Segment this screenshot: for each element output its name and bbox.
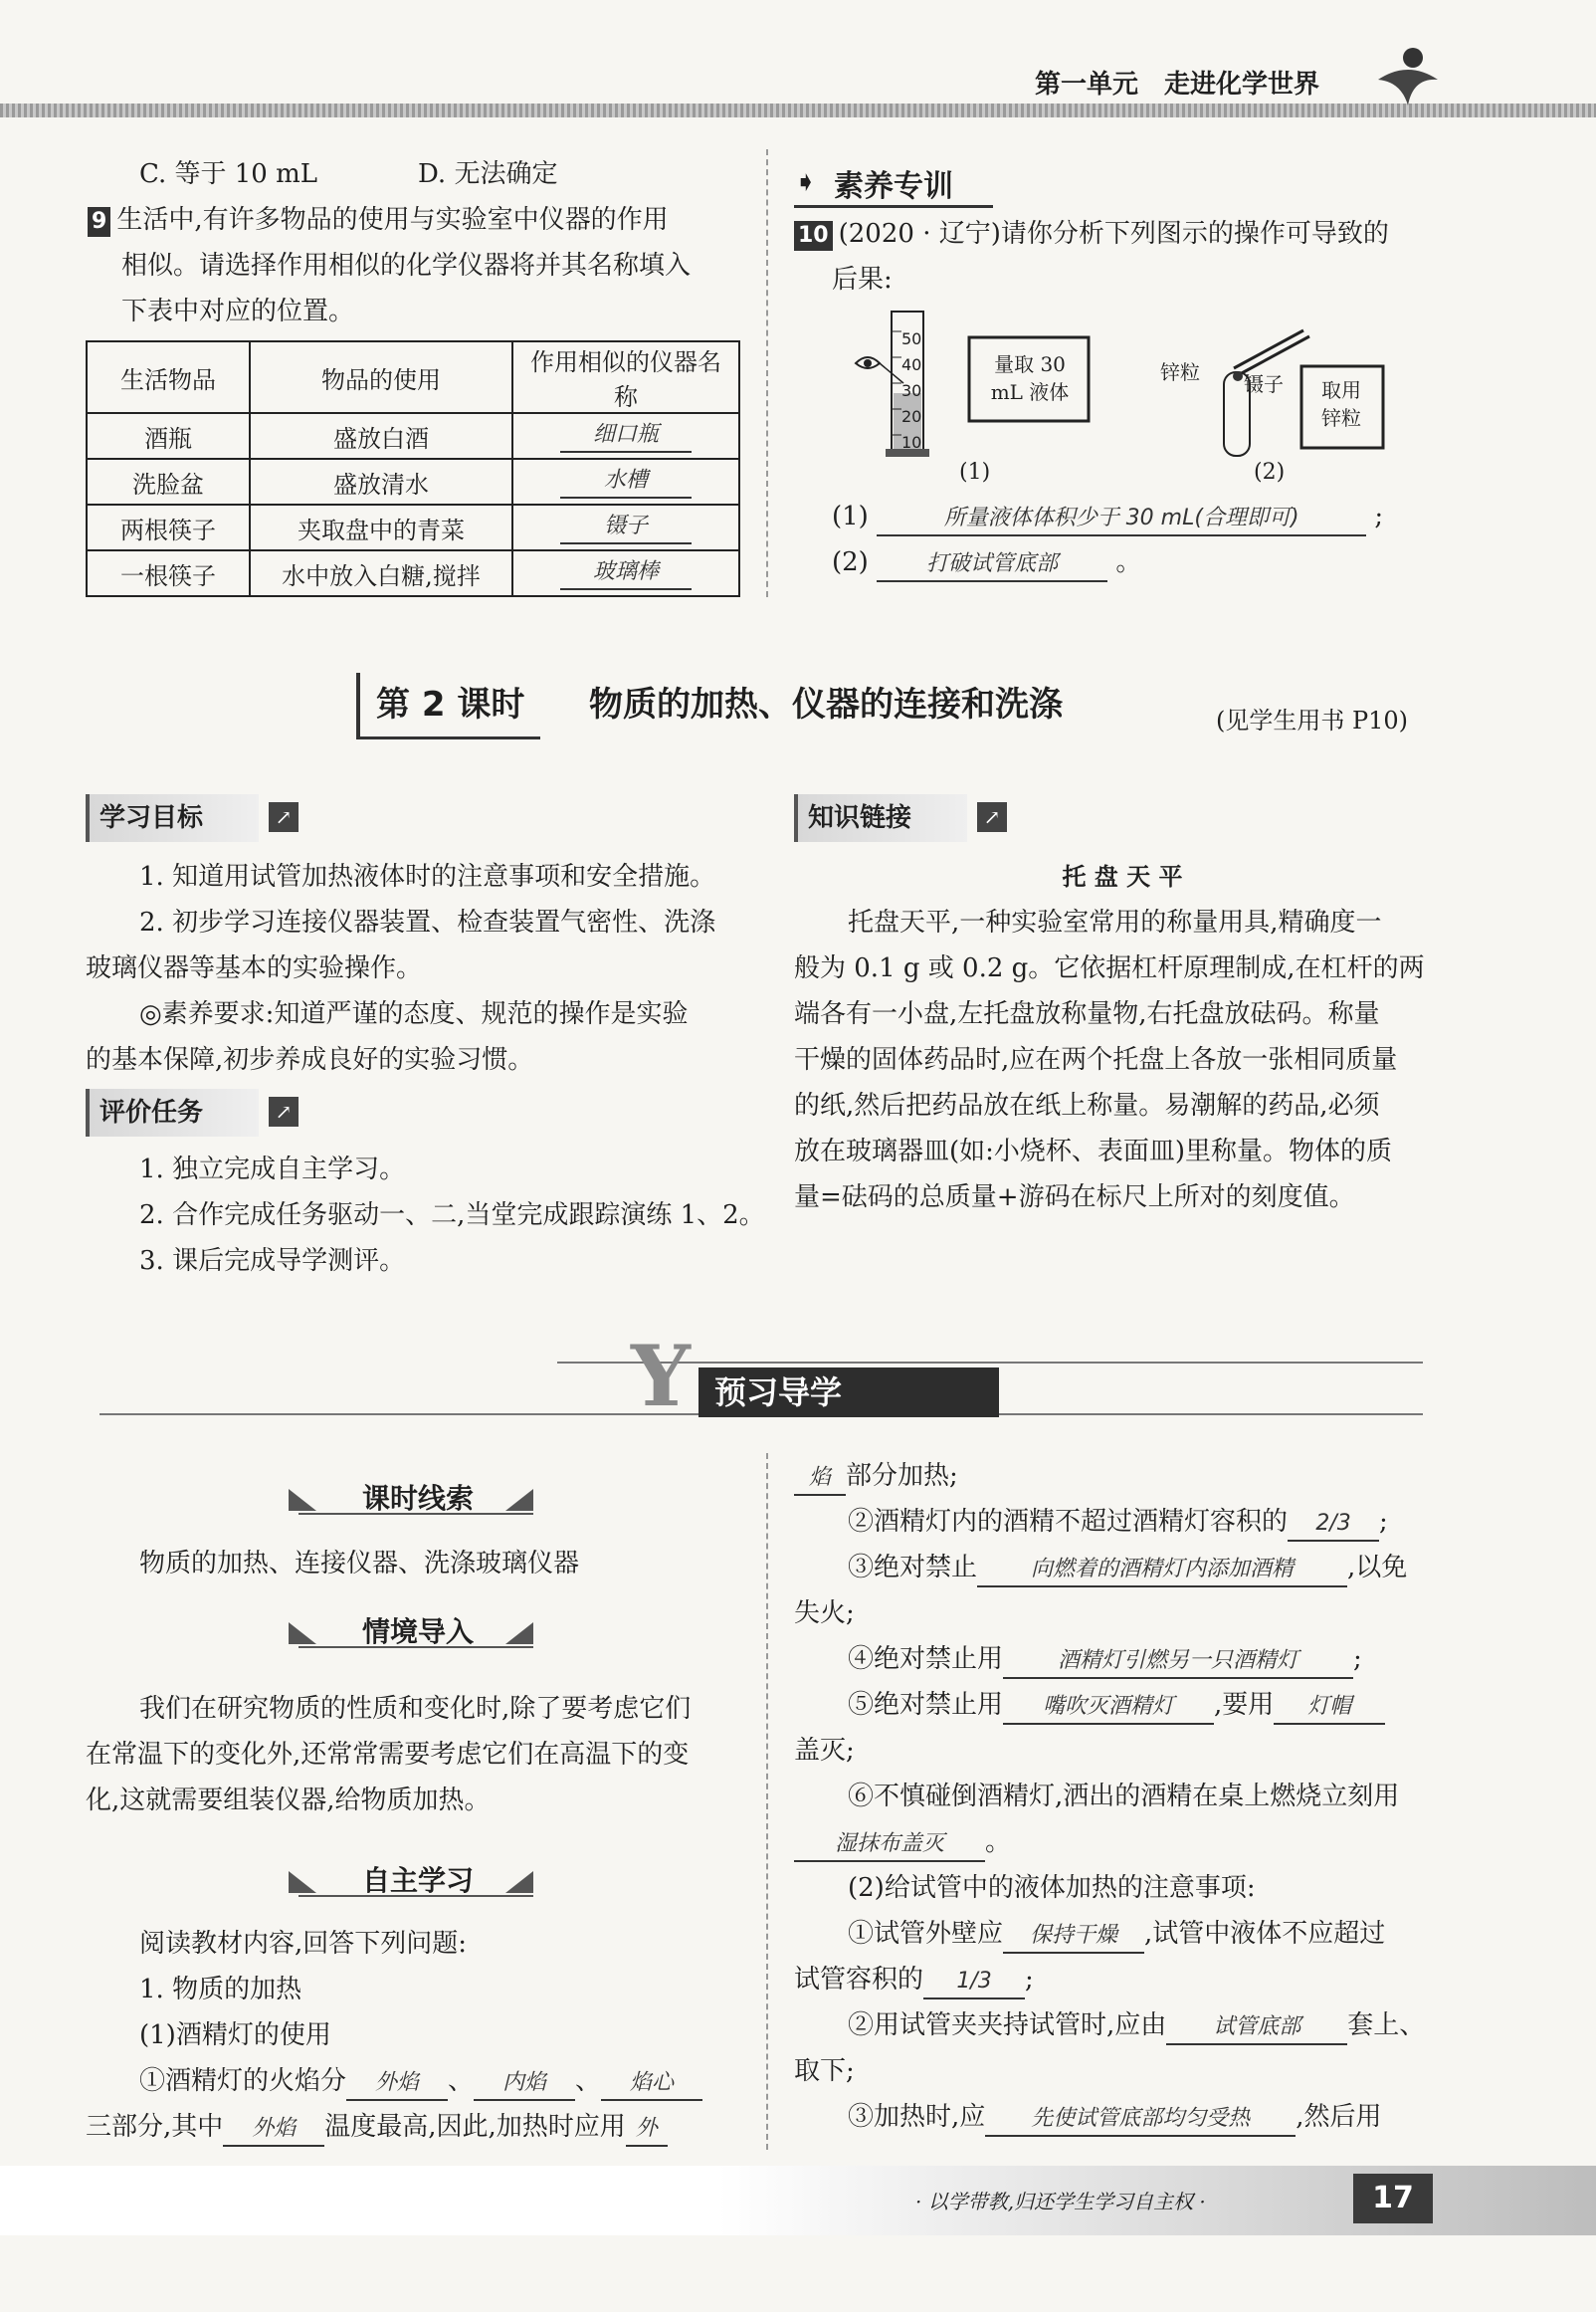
preview-title: 预习导学 xyxy=(698,1367,999,1417)
text: ③绝对禁止 xyxy=(848,1553,978,1582)
knowledge-line: 般为 0.1 g 或 0.2 g。它依据杠杆原理制成,在杠杆的两 xyxy=(794,953,1425,983)
tick-label: 30 xyxy=(901,381,922,400)
q9-stem xyxy=(88,197,744,243)
tick-label: 40 xyxy=(901,355,922,374)
table-cell: 水中放入白糖,搅拌 xyxy=(250,550,512,596)
table-row xyxy=(87,459,739,505)
clue-head: 课时线索 xyxy=(361,1482,474,1515)
text: 、 xyxy=(448,2066,475,2096)
tag-goals: 学习目标 xyxy=(86,794,259,842)
text: ; xyxy=(1025,1965,1034,1995)
table-answer-cell xyxy=(512,459,739,505)
fig2-box-text: 取用 锌粒 xyxy=(1321,378,1361,430)
right-line xyxy=(848,2002,1425,2048)
knowledge-line: 的纸,然后把药品放在纸上称量。易潮解的药品,必须 xyxy=(794,1091,1380,1121)
answer-blank[interactable]: 外 xyxy=(626,2113,668,2147)
text: ; xyxy=(1379,1507,1388,1537)
goal-2: 2. 初步学习连接仪器装置、检查装置气密性、洗涤 xyxy=(139,908,716,938)
triangle-icon xyxy=(289,1622,316,1644)
goal-2-cont: 玻璃仪器等基本的实验操作。 xyxy=(86,953,423,983)
text: 。 xyxy=(985,1827,1012,1857)
table-cell: 盛放清水 xyxy=(250,459,512,505)
answer-blank[interactable]: 内焰 xyxy=(474,2067,575,2101)
right-line xyxy=(848,2094,1382,2140)
table-cell: 盛放白酒 xyxy=(250,413,512,459)
q10-line1: (2020 · 辽宁)请你分析下列图示的操作可导致的 xyxy=(838,219,1389,249)
right-line xyxy=(848,1911,1385,1957)
right-line xyxy=(794,1957,1034,2002)
lesson-title: 物质的加热、仪器的连接和洗涤 xyxy=(589,685,1063,725)
right-line xyxy=(794,1819,1011,1865)
text: ,然后用 xyxy=(1296,2102,1382,2132)
q9-number: 9 xyxy=(88,207,110,237)
table-header: 生活物品 xyxy=(87,341,250,413)
answer-blank[interactable]: 焰心 xyxy=(601,2067,702,2101)
answer-blank[interactable]: 先使试管底部均匀受热 xyxy=(985,2103,1296,2137)
tweezers-label: 镊子 xyxy=(1244,372,1284,396)
preview-letter: Y xyxy=(631,1327,691,1425)
text: ②用试管夹夹持试管时,应由 xyxy=(848,2010,1167,2040)
text: ①试管外壁应 xyxy=(848,1919,1004,1949)
tick-label: 50 xyxy=(901,329,922,348)
text: 试管容积的 xyxy=(794,1965,924,1995)
answer-blank[interactable]: 2/3 xyxy=(1288,1508,1379,1542)
text: ,试管中液体不应超过 xyxy=(1144,1919,1386,1949)
answer-blank[interactable]: 酒精灯引燃另一只酒精灯 xyxy=(1003,1645,1353,1679)
table-cell: 两根筷子 xyxy=(87,505,250,550)
arrow-right-icon: ➧ xyxy=(794,165,818,198)
table-header: 物品的使用 xyxy=(250,341,512,413)
right-line xyxy=(794,1453,958,1499)
table-cell: 夹取盘中的青菜 xyxy=(250,505,512,550)
text: ③加热时,应 xyxy=(848,2102,986,2132)
answer-blank[interactable]: 向燃着的酒精灯内添加酒精 xyxy=(977,1554,1347,1587)
self-head: 自主学习 xyxy=(361,1864,474,1897)
lesson-ref: (见学生用书 P10) xyxy=(1216,707,1409,735)
knowledge-line: 放在玻璃器皿(如:小烧杯、表面皿)里称量。物体的质 xyxy=(794,1137,1393,1166)
knowledge-line: 干燥的固体药品时,应在两个托盘上各放一张相同质量 xyxy=(794,1045,1398,1075)
answer-blank[interactable]: 水槽 xyxy=(560,465,692,499)
goal-literacy-cont: 的基本保障,初步养成良好的实验习惯。 xyxy=(86,1045,534,1075)
text: ,要用 xyxy=(1214,1690,1275,1720)
answer-blank[interactable]: 玻璃棒 xyxy=(560,556,692,590)
right-line xyxy=(848,1682,1385,1728)
unit-title: 第一单元 走进化学世界 xyxy=(1035,70,1320,100)
goal-1: 1. 知道用试管加热液体时的注意事项和安全措施。 xyxy=(139,862,716,892)
flame-line xyxy=(139,2058,702,2104)
q10-answer-2 xyxy=(832,539,1141,585)
hottest-line xyxy=(86,2104,668,2150)
answer-prefix: (2) xyxy=(832,547,869,577)
text: ①酒精灯的火焰分 xyxy=(139,2066,347,2096)
text: 部分加热; xyxy=(846,1461,958,1491)
tag-knowledge: 知识链接 xyxy=(794,794,967,842)
intro-head: 情境导入 xyxy=(361,1615,474,1648)
triangle-icon xyxy=(289,1489,316,1511)
task-2: 2. 合作完成任务驱动一、二,当堂完成跟踪演练 1、2。 xyxy=(139,1200,765,1230)
knowledge-line: 端各有一小盘,左托盘放称量物,右托盘放砝码。称量 xyxy=(794,999,1380,1029)
intro-line: 我们在研究物质的性质和变化时,除了要考虑它们 xyxy=(139,1694,692,1724)
lesson-number: 第 2 课时 xyxy=(356,673,540,739)
table-cell: 一根筷子 xyxy=(87,550,250,596)
triangle-icon xyxy=(505,1871,533,1893)
text: ④绝对禁止用 xyxy=(848,1644,1004,1674)
right-line xyxy=(848,1636,1362,1682)
text: 三部分,其中 xyxy=(86,2112,224,2142)
right-line: 失火; xyxy=(794,1598,855,1628)
tick-label: 10 xyxy=(901,433,922,452)
table-header-row xyxy=(87,341,739,413)
answer-blank[interactable]: 外焰 xyxy=(223,2113,324,2147)
section-tag-label: 素养专训 xyxy=(834,169,953,204)
knowledge-line: 托盘天平,一种实验室常用的称量用具,精确度一 xyxy=(848,908,1382,938)
answer-blank[interactable]: 细口瓶 xyxy=(560,419,692,453)
triangle-icon xyxy=(289,1871,316,1893)
answer-blank[interactable]: 湿抹布盖灭 xyxy=(794,1828,985,1862)
text: 套上、 xyxy=(1347,2010,1426,2040)
knowledge-line: 量=砝码的总质量+游码在标尺上所对的刻度值。 xyxy=(794,1182,1355,1212)
answer-blank[interactable]: 保持干燥 xyxy=(1003,1920,1144,1954)
answer-blank[interactable]: 灯帽 xyxy=(1274,1691,1385,1725)
option-c: C. 等于 10 mL xyxy=(139,159,318,189)
table-answer-cell xyxy=(512,550,739,596)
answer-blank[interactable]: 镊子 xyxy=(560,511,692,544)
answer-blank[interactable]: 嘴吹灭酒精灯 xyxy=(1003,1691,1214,1725)
right-line: ⑥不慎碰倒酒精灯,洒出的酒精在桌上燃烧立刻用 xyxy=(848,1782,1400,1811)
option-d: D. 无法确定 xyxy=(418,159,558,189)
answer-blank[interactable]: 打破试管底部 xyxy=(877,548,1107,582)
q9-line3: 下表中对应的位置。 xyxy=(121,297,355,326)
text: ⑤绝对禁止用 xyxy=(848,1690,1004,1720)
table-answer-cell xyxy=(512,505,739,550)
logo-icon xyxy=(1373,40,1443,109)
goal-literacy: ◎素养要求:知道严谨的态度、规范的操作是实验 xyxy=(139,999,689,1029)
triangle-icon xyxy=(505,1622,533,1644)
arrow-icon: ↗ xyxy=(269,802,299,832)
zinc-label: 锌粒 xyxy=(1160,360,1200,384)
text: 、 xyxy=(575,2066,602,2096)
head-underline xyxy=(299,1895,533,1897)
tweezers-icon xyxy=(1234,330,1303,368)
q9-line2: 相似。请选择作用相似的化学仪器将并其名称填入 xyxy=(121,251,692,281)
q10-line2: 后果: xyxy=(832,265,893,295)
cylinder-ticks xyxy=(901,326,921,456)
answer-blank[interactable]: 试管底部 xyxy=(1166,2011,1347,2045)
q10-answer-1 xyxy=(832,494,1383,539)
answer-blank[interactable]: 焰 xyxy=(794,1462,846,1496)
answer-blank[interactable]: 1/3 xyxy=(923,1966,1025,1999)
answer-suffix: 。 xyxy=(1115,547,1142,577)
task-1: 1. 独立完成自主学习。 xyxy=(139,1155,406,1184)
column-divider xyxy=(766,1453,768,2150)
head-underline xyxy=(299,1513,533,1515)
table-row xyxy=(87,550,739,596)
table-header: 作用相似的仪器名称 xyxy=(512,341,739,413)
tick-label: 20 xyxy=(901,407,922,426)
fig1-box-text: 量取 30 mL 液体 xyxy=(990,352,1070,404)
q9-line1: 生活中,有许多物品的使用与实验室中仪器的作用 xyxy=(116,205,669,235)
header-band xyxy=(0,104,1596,117)
right-line: (2)给试管中的液体加热的注意事项: xyxy=(848,1873,1256,1903)
right-line: 取下; xyxy=(794,2056,855,2086)
instrument-table xyxy=(86,340,740,597)
text: ; xyxy=(1353,1644,1362,1674)
self-line: 阅读教材内容,回答下列问题: xyxy=(139,1929,468,1959)
section-tag-suyang xyxy=(794,159,993,208)
arrow-icon: ↗ xyxy=(977,802,1007,832)
knowledge-title: 托 盘 天 平 xyxy=(1062,863,1183,891)
table-cell: 酒瓶 xyxy=(87,413,250,459)
fig1-label: (1) xyxy=(959,460,991,485)
table-row xyxy=(87,413,739,459)
self-line: (1)酒精灯的使用 xyxy=(139,2020,331,2050)
intro-line: 化,这就需要组装仪器,给物质加热。 xyxy=(86,1786,491,1815)
triangle-icon xyxy=(505,1489,533,1511)
head-underline xyxy=(299,1646,533,1648)
tag-tasks: 评价任务 xyxy=(86,1089,259,1137)
table-cell: 洗脸盆 xyxy=(87,459,250,505)
answer-blank[interactable]: 外焰 xyxy=(346,2067,448,2101)
self-line: 1. 物质的加热 xyxy=(139,1975,302,2004)
arrow-icon: ↗ xyxy=(269,1097,299,1127)
right-line: 盖灭; xyxy=(794,1736,855,1766)
right-line xyxy=(848,1545,1407,1590)
page-number: 17 xyxy=(1353,2174,1433,2223)
column-divider xyxy=(766,149,768,597)
answer-prefix: (1) xyxy=(832,502,869,531)
clue-text: 物质的加热、连接仪器、洗涤玻璃仪器 xyxy=(139,1549,580,1578)
table-answer-cell xyxy=(512,413,739,459)
text: ②酒精灯内的酒精不超过酒精灯容积的 xyxy=(848,1507,1289,1537)
answer-blank[interactable]: 所量液体体积少于 30 mL(合理即可) xyxy=(877,503,1366,536)
footer-slogan: · 以学带教,归还学生学习自主权 · xyxy=(915,2190,1206,2213)
fig2-label: (2) xyxy=(1254,460,1286,485)
answer-suffix: ; xyxy=(1374,502,1384,531)
q10-number: 10 xyxy=(794,221,833,251)
table-row xyxy=(87,505,739,550)
q10-stem xyxy=(794,211,1451,257)
text: 温度最高,因此,加热时应用 xyxy=(324,2112,626,2142)
task-3: 3. 课后完成导学测评。 xyxy=(139,1246,406,1276)
intro-line: 在常温下的变化外,还常常需要考虑它们在高温下的变 xyxy=(86,1740,690,1770)
text: ,以免 xyxy=(1347,1553,1408,1582)
right-line xyxy=(848,1499,1388,1545)
